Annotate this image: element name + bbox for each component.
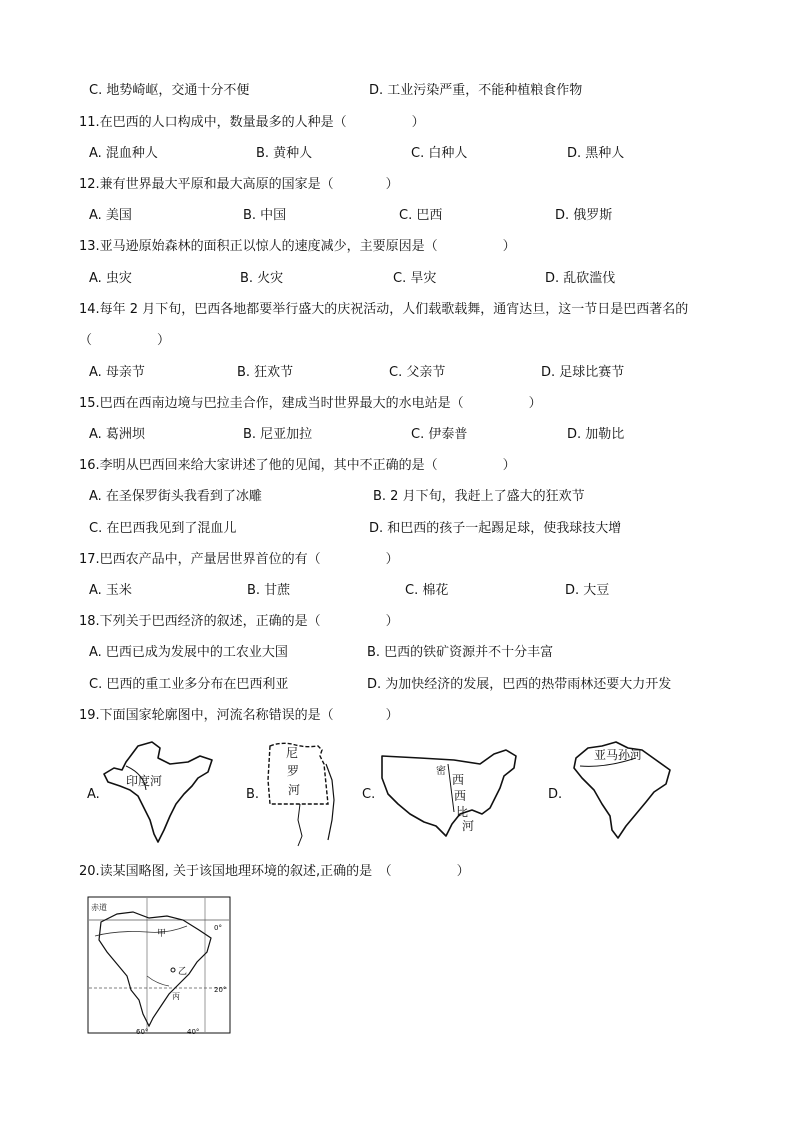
q12-option-a: A. 美国 [89,208,132,223]
q13-stem: 13.亚马逊原始森林的面积正以惊人的速度减少，主要原因是（ ） [79,239,516,254]
q17-option-a: A. 玉米 [89,583,132,598]
q16-stem: 16.李明从巴西回来给大家讲述了他的见闻，其中不正确的是（ ） [79,458,516,473]
q11-option-d: D. 黑种人 [567,146,625,161]
q14-option-c: C. 父亲节 [389,365,446,380]
map-b-label-1: 尼 [286,746,299,760]
q13-option-a: A. 虫灾 [89,271,132,286]
q13-option-d: D. 乱砍滥伐 [545,271,616,286]
q16-option-d: D. 和巴西的孩子一起踢足球，使我球技大增 [369,521,622,536]
map-lon-40: 40° [187,1028,200,1036]
q16-option-c: C. 在巴西我见到了混血儿 [89,521,237,536]
q12-option-d: D. 俄罗斯 [555,208,613,223]
q15-option-d: D. 加勒比 [567,427,625,442]
map-c-label-3: 西 [454,789,467,803]
q13-option-b: B. 火灾 [240,271,284,286]
q18-option-d: D. 为加快经济的发展，巴西的热带雨林还要大力开发 [367,677,672,692]
map-lat-20: 20° [214,986,227,994]
q19-option-d: D. [548,787,563,802]
map-c-label-2: 西 [452,773,465,787]
map-c-label-5: 河 [462,819,475,833]
q11-stem: 11.在巴西的人口构成中，数量最多的人种是（ ） [79,115,425,130]
map-label-yi: 乙 [178,967,188,977]
q20-stem: 20.读某国略图, 关于该国地理环境的叙述,正确的是 （ ） [79,864,470,879]
map-d-river-label: 亚马孙河 [594,748,643,762]
q15-option-b: B. 尼亚加拉 [243,427,313,442]
q17-option-c: C. 棉花 [405,583,449,598]
map-equator-label: 赤道 [91,903,107,912]
q17-stem: 17.巴西农产品中，产量居世界首位的有（ ） [79,552,399,567]
q10-option-c: C. 地势崎岖，交通十分不便 [89,83,250,98]
india-outline-map [100,738,218,848]
map-c-label-4: 比 [456,805,469,819]
map-b-label-3: 河 [288,783,301,797]
q19-option-b: B. [246,787,260,802]
map-lat-0: 0° [214,924,222,932]
q17-option-d: D. 大豆 [565,583,610,598]
q16-option-b: B. 2 月下旬，我赶上了盛大的狂欢节 [373,489,585,504]
q17-option-b: B. 甘蔗 [247,583,291,598]
q12-option-b: B. 中国 [243,208,287,223]
map-label-bing: 丙 [172,992,180,1001]
map-c-label-1: 密 [436,766,446,777]
q14-option-d: D. 足球比赛节 [541,365,625,380]
q14-stem: 14.每年 2 月下旬，巴西各地都要举行盛大的庆祝活动，人们载歌载舞，通宵达旦，这一节日是巴西著名的 [79,302,689,317]
q19-option-a: A. [87,787,100,802]
q16-option-a: A. 在圣保罗街头我看到了冰雕 [89,489,262,504]
map-label-jia: 甲 [157,929,167,939]
q15-option-c: C. 伊泰普 [411,427,468,442]
q15-stem: 15.巴西在西南边境与巴拉圭合作，建成当时世界最大的水电站是（ ） [79,396,542,411]
q10-option-d: D. 工业污染严重，不能种植粮食作物 [369,83,583,98]
q15-option-a: A. 葛洲坝 [89,427,145,442]
q12-stem: 12.兼有世界最大平原和最大高原的国家是（ ） [79,177,399,192]
map-b-label-2: 罗 [287,764,300,778]
q12-option-c: C. 巴西 [399,208,443,223]
q11-option-b: B. 黄种人 [256,146,313,161]
q13-option-c: C. 旱灾 [393,271,437,286]
q19-option-c: C. [362,787,376,802]
q11-option-c: C. 白种人 [411,146,468,161]
q18-stem: 18.下列关于巴西经济的叙述，正确的是（ ） [79,614,399,629]
q19-stem: 19.下面国家轮廓图中，河流名称错误的是（ ） [79,708,399,723]
map-lon-60: 60° [136,1028,149,1036]
q14-stem-continuation: （ ） [79,333,171,348]
q18-option-b: B. 巴西的铁矿资源并不十分丰富 [367,645,554,660]
q14-option-b: B. 狂欢节 [237,365,294,380]
q14-option-a: A. 母亲节 [89,365,145,380]
country-sketch-map [87,896,231,1034]
q11-option-a: A. 混血种人 [89,146,158,161]
map-a-river-label: 印度河 [126,774,163,788]
q18-option-a: A. 巴西已成为发展中的工农业大国 [89,645,288,660]
q18-option-c: C. 巴西的重工业多分布在巴西利亚 [89,677,289,692]
